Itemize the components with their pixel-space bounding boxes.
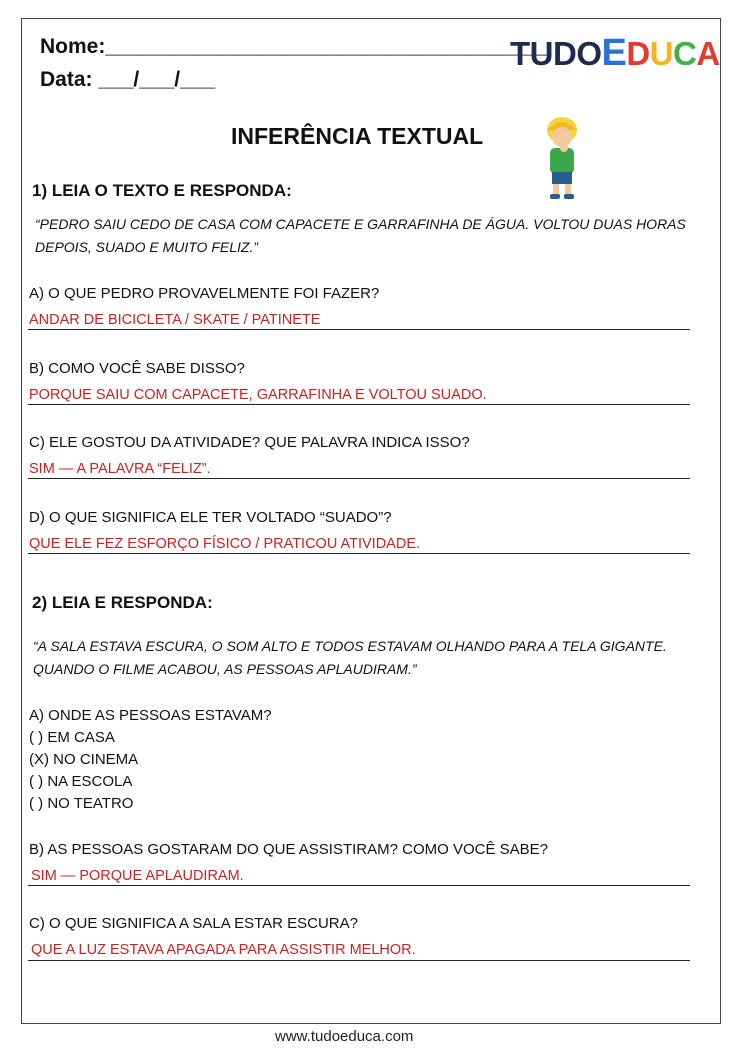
option-na-escola[interactable]: ( ) NA ESCOLA <box>29 773 133 790</box>
answer-line <box>28 478 690 479</box>
footer-url[interactable]: www.tudoeduca.com <box>275 1028 414 1045</box>
section-2-quote-line: “A SALA ESTAVA ESCURA, O SOM ALTO E TODOS ESTAVAM OLHANDO PARA A TELA GIGANTE. <box>33 638 667 654</box>
question-2a: A) ONDE AS PESSOAS ESTAVAM? <box>29 707 272 724</box>
answer-line <box>28 885 690 886</box>
section-1-quote-line: “PEDRO SAIU CEDO DE CASA COM CAPACETE E GARRAFINHA DE ÁGUA. VOLTOU DUAS HORAS <box>35 216 686 232</box>
logo-part: TUDO <box>510 35 602 72</box>
question-1a: A) O QUE PEDRO PROVAVELMENTE FOI FAZER? <box>29 285 380 302</box>
option-em-casa[interactable]: ( ) EM CASA <box>29 729 115 746</box>
option-no-cinema[interactable]: (X) NO CINEMA <box>29 751 139 768</box>
boy-thinking-illustration <box>538 110 586 202</box>
logo-part: E <box>601 32 627 74</box>
question-2c: C) O QUE SIGNIFICA A SALA ESTAR ESCURA? <box>29 915 358 932</box>
question-1d: D) O QUE SIGNIFICA ELE TER VOLTADO “SUADO”? <box>29 509 392 526</box>
answer-line <box>28 404 690 405</box>
answer-1d: QUE ELE FEZ ESFORÇO FÍSICO / PRATICOU ATIVIDADE. <box>29 536 421 552</box>
question-2b: B) AS PESSOAS GOSTARAM DO QUE ASSISTIRAM? COMO VOCÊ SABE? <box>29 841 549 858</box>
section-1-quote-line: DEPOIS, SUADO E MUITO FELIZ.” <box>35 239 258 255</box>
option-no-teatro[interactable]: ( ) NO TEATRO <box>29 795 134 812</box>
logo-part: A <box>696 35 720 72</box>
section-2-quote-line: QUANDO O FILME ACABOU, AS PESSOAS APLAUDIRAM.” <box>33 661 417 677</box>
answer-1b: PORQUE SAIU COM CAPACETE, GARRAFINHA E VOLTOU SUADO. <box>29 387 487 403</box>
question-1c: C) ELE GOSTOU DA ATIVIDADE? QUE PALAVRA INDICA ISSO? <box>29 434 470 451</box>
answer-1c: SIM — A PALAVRA “FELIZ”. <box>29 461 211 477</box>
section-1-heading: 1) LEIA O TEXTO E RESPONDA: <box>32 181 292 200</box>
answer-2b: SIM — PORQUE APLAUDIRAM. <box>31 868 244 884</box>
answer-1a: ANDAR DE BICICLETA / SKATE / PATINETE <box>29 312 321 328</box>
answer-line <box>28 553 690 554</box>
section-2-heading: 2) LEIA E RESPONDA: <box>32 593 213 612</box>
logo-part: C <box>673 35 697 72</box>
answer-2c: QUE A LUZ ESTAVA APAGADA PARA ASSISTIR MELHOR. <box>31 942 416 958</box>
page-title: INFERÊNCIA TEXTUAL <box>231 123 484 149</box>
logo-part: D <box>626 35 650 72</box>
answer-line <box>28 960 690 961</box>
logo-part: U <box>649 35 674 72</box>
date-field-label: Data: ___/___/___ <box>40 68 216 91</box>
question-1b: B) COMO VOCÊ SABE DISSO? <box>29 360 245 377</box>
name-field-label: Nome:______________________________________ <box>40 35 550 58</box>
tudoeduca-logo <box>510 32 720 75</box>
answer-line <box>28 329 690 330</box>
